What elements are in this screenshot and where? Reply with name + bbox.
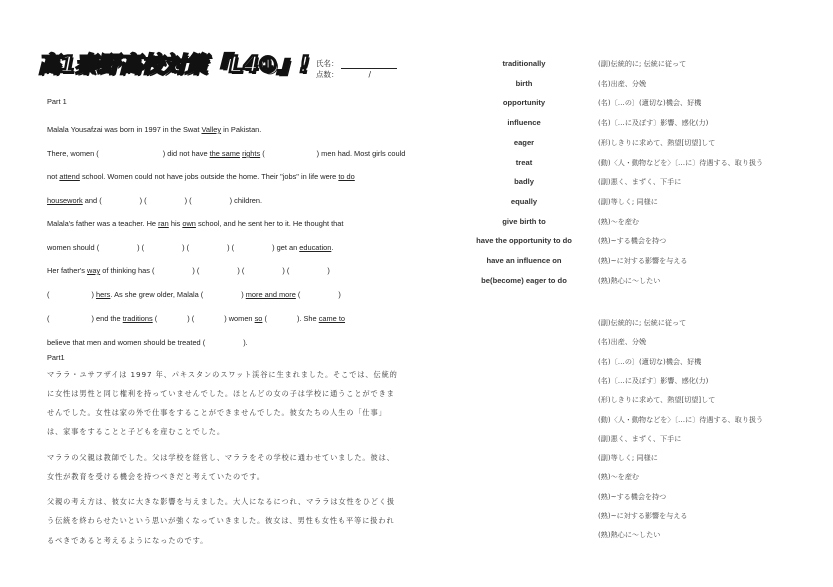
passage-text: ) ( <box>192 266 200 275</box>
english-line <box>47 266 330 275</box>
english-line <box>47 196 262 205</box>
vocab-term: be(become) eager to do <box>481 275 567 285</box>
passage-text: Malala's father was a teacher. He <box>47 219 159 228</box>
name-score-block <box>316 58 397 80</box>
meaning-item: (熟)~する機会を持つ <box>598 491 667 501</box>
meaning-item: (熟)~に対する影響を与える <box>598 511 688 520</box>
vocab-meaning: (副)伝統的に; 伝統に従って <box>598 59 687 68</box>
score-separator: / <box>368 70 372 79</box>
passage-text: ) get an <box>272 243 300 252</box>
passage-text: ) <box>91 290 96 299</box>
vocab-term: equally <box>510 196 538 206</box>
underlined-word: Valley <box>201 125 222 134</box>
english-line <box>47 243 333 252</box>
passage-text: . As she grew older, Malala ( <box>110 290 204 299</box>
passage-text: ) children. <box>229 196 263 205</box>
passage-text: ) ( <box>187 314 195 323</box>
english-line <box>47 125 261 134</box>
passage-text: ) ( <box>184 196 192 205</box>
part1-en-heading: Part 1 <box>47 97 67 106</box>
name-row <box>316 58 397 69</box>
passage-text: ( <box>262 314 267 323</box>
vocab-meaning: (副)悪く、まずく、下手に <box>598 177 682 187</box>
vocab-term: birth <box>515 78 533 88</box>
passage-text: of thinking has ( <box>100 266 155 275</box>
vocab-meaning: (動)〈人・動物などを〉〔…に〕待遇する、取り扱う <box>598 157 764 167</box>
meaning-item: (副)悪く、まずく、下手に <box>598 433 682 443</box>
vocab-term: traditionally <box>502 59 546 68</box>
underlined-word: way <box>87 266 101 275</box>
underlined-word: so <box>254 314 263 323</box>
english-line <box>47 149 405 158</box>
passage-text: ). She <box>296 314 319 323</box>
vocab-term: opportunity <box>502 98 546 108</box>
meaning-item: (副)等しく; 同様に <box>598 453 658 463</box>
score-label: 点数： <box>316 70 339 79</box>
translation-line: は、家事をすることと子どもを産むことでした。 <box>47 427 225 436</box>
meaning-item: (熟)～を産む <box>598 472 640 482</box>
vocab-term: have an influence on <box>486 256 562 265</box>
part1-jp-heading: Part1 <box>47 353 65 362</box>
passage-text: school. Women could not have jobs outside the home. Their "jobs" in life were <box>79 172 339 181</box>
translation-line: マララ・ユサフザイは 1997 年、パキスタンのスワット渓谷に生まれました。そこでは、伝統的 <box>47 370 398 379</box>
passage-text: women should ( <box>47 243 100 252</box>
passage-text: ). <box>243 338 248 347</box>
vocab-term: influence <box>507 118 541 128</box>
vocab-term: have the opportunity to do <box>476 236 572 246</box>
vocab-meaning: (名)〔…に及ぼす〕影響、感化(力) <box>598 118 709 128</box>
passage-text: school, and he sent her to it. He thought that <box>195 219 344 228</box>
passage-text: ) ( <box>139 196 147 205</box>
meaning-item: (副)伝統的に; 伝統に従って <box>598 318 687 327</box>
passage-text: in Pakistan. <box>221 125 262 134</box>
underlined-word: attend <box>59 172 80 181</box>
english-line <box>47 338 248 347</box>
passage-text: . <box>331 243 334 252</box>
meaning-item: (名)〔…に及ぼす〕影響、感化(力) <box>598 375 709 385</box>
passage-text: Her father's <box>47 266 88 275</box>
vocab-term: badly <box>514 177 534 187</box>
passage-text: ( <box>295 290 301 299</box>
passage-text: ) women <box>224 314 255 323</box>
passage-text: ( <box>260 149 265 158</box>
meaning-item: (動)〈人・動物などを〉〔…に〕待遇する、取り扱う <box>598 414 764 424</box>
vocab-meaning: (名)出産、分娩 <box>598 78 647 88</box>
english-line <box>47 172 355 181</box>
vocab-term: give birth to <box>502 216 546 226</box>
underlined-word: hers <box>95 290 111 299</box>
passage-text: ( <box>47 314 50 323</box>
underlined-word: education <box>299 243 332 252</box>
vocab-meaning: (名)〔…の〕(適切な)機会、好機 <box>598 98 702 108</box>
passage-text: ) ( <box>237 266 245 275</box>
english-line <box>47 290 341 299</box>
passage-text: believe that men and women should be treated ( <box>47 338 206 347</box>
underlined-word: to do <box>338 172 355 181</box>
vocab-term: treat <box>515 157 533 167</box>
meaning-item: (形)しきりに求めて、熱望[切望]して <box>598 395 716 405</box>
passage-text: ) ( <box>137 243 145 252</box>
vocab-meaning: (熟)～を産む <box>598 216 640 226</box>
passage-text: ) end the <box>91 314 123 323</box>
underlined-word: more and more <box>245 290 296 299</box>
passage-text: ) ( <box>282 266 290 275</box>
vocab-meaning: (熟)~に対する影響を与える <box>598 256 688 265</box>
passage-text: not <box>47 172 60 181</box>
vocab-term: eager <box>513 137 535 147</box>
passage-text: Malala Yousafzai was born in 1997 in the Swat <box>47 125 202 134</box>
translation-line: マララの父親は教師でした。父は学校を経営し、マララをその学校に通わせていました。彼は、 <box>47 453 395 462</box>
vocab-meaning: (熟)熱心に～したい <box>598 275 661 285</box>
passage-text: ( <box>152 314 158 323</box>
vocab-meaning: (副)等しく; 同様に <box>598 196 658 206</box>
translation-line: に女性は男性と同じ権利を持っていませんでした。ほとんどの女の子は学校に通うことができま <box>47 389 395 398</box>
underlined-word: came to <box>318 314 346 323</box>
vocab-meaning: (熟)~する機会を持つ <box>598 236 667 246</box>
passage-text: ) <box>327 266 330 275</box>
worksheet-title: 高1秦野高校対策『L4①』! <box>38 53 310 78</box>
name-field[interactable] <box>341 60 397 69</box>
meaning-item: (熟)熱心に～したい <box>598 530 661 540</box>
passage-text: ) <box>338 290 341 299</box>
translation-line: せんでした。女性は家の外で仕事をすることができませんでした。彼女たちの人生の「仕事」 <box>47 408 387 417</box>
underlined-word: housework <box>47 196 83 205</box>
passage-text: There, women ( <box>47 149 99 158</box>
translation-line: 女性が教育を受ける機会を持つべきだと考えていたのです。 <box>47 472 265 481</box>
passage-text: ) ( <box>182 243 190 252</box>
underlined-word: own <box>182 219 196 228</box>
passage-text: ( <box>47 290 50 299</box>
name-label: 氏名： <box>316 59 339 68</box>
passage-text: ) did not have <box>162 149 210 158</box>
passage-text: ) ( <box>227 243 235 252</box>
english-line <box>47 219 343 228</box>
underlined-word: ran <box>158 219 169 228</box>
passage-text: and ( <box>82 196 102 205</box>
passage-text: his <box>168 219 183 228</box>
english-line <box>47 314 345 323</box>
translation-line: う伝統を終わらせたいという思いが強くなっていきました。彼女は、男性も女性も平等に扱われ <box>47 516 395 525</box>
underlined-word: the same <box>209 149 241 158</box>
score-row <box>316 69 397 80</box>
vocab-meaning: (形)しきりに求めて、熱望[切望]して <box>598 137 716 147</box>
meaning-item: (名)出産、分娩 <box>598 337 647 347</box>
underlined-word: traditions <box>122 314 153 323</box>
translation-line: るべきであると考えるようになったのです。 <box>47 536 209 545</box>
translation-line: 父親の考え方は、彼女に大きな影響を与えました。大人になるにつれ、マララは女性をひどく扱 <box>47 497 396 506</box>
passage-text: ) men had. Most girls could <box>316 149 406 158</box>
passage-text: ) <box>241 290 246 299</box>
underlined-word: rights <box>242 149 261 158</box>
meaning-item: (名)〔…の〕(適切な)機会、好機 <box>598 356 702 366</box>
